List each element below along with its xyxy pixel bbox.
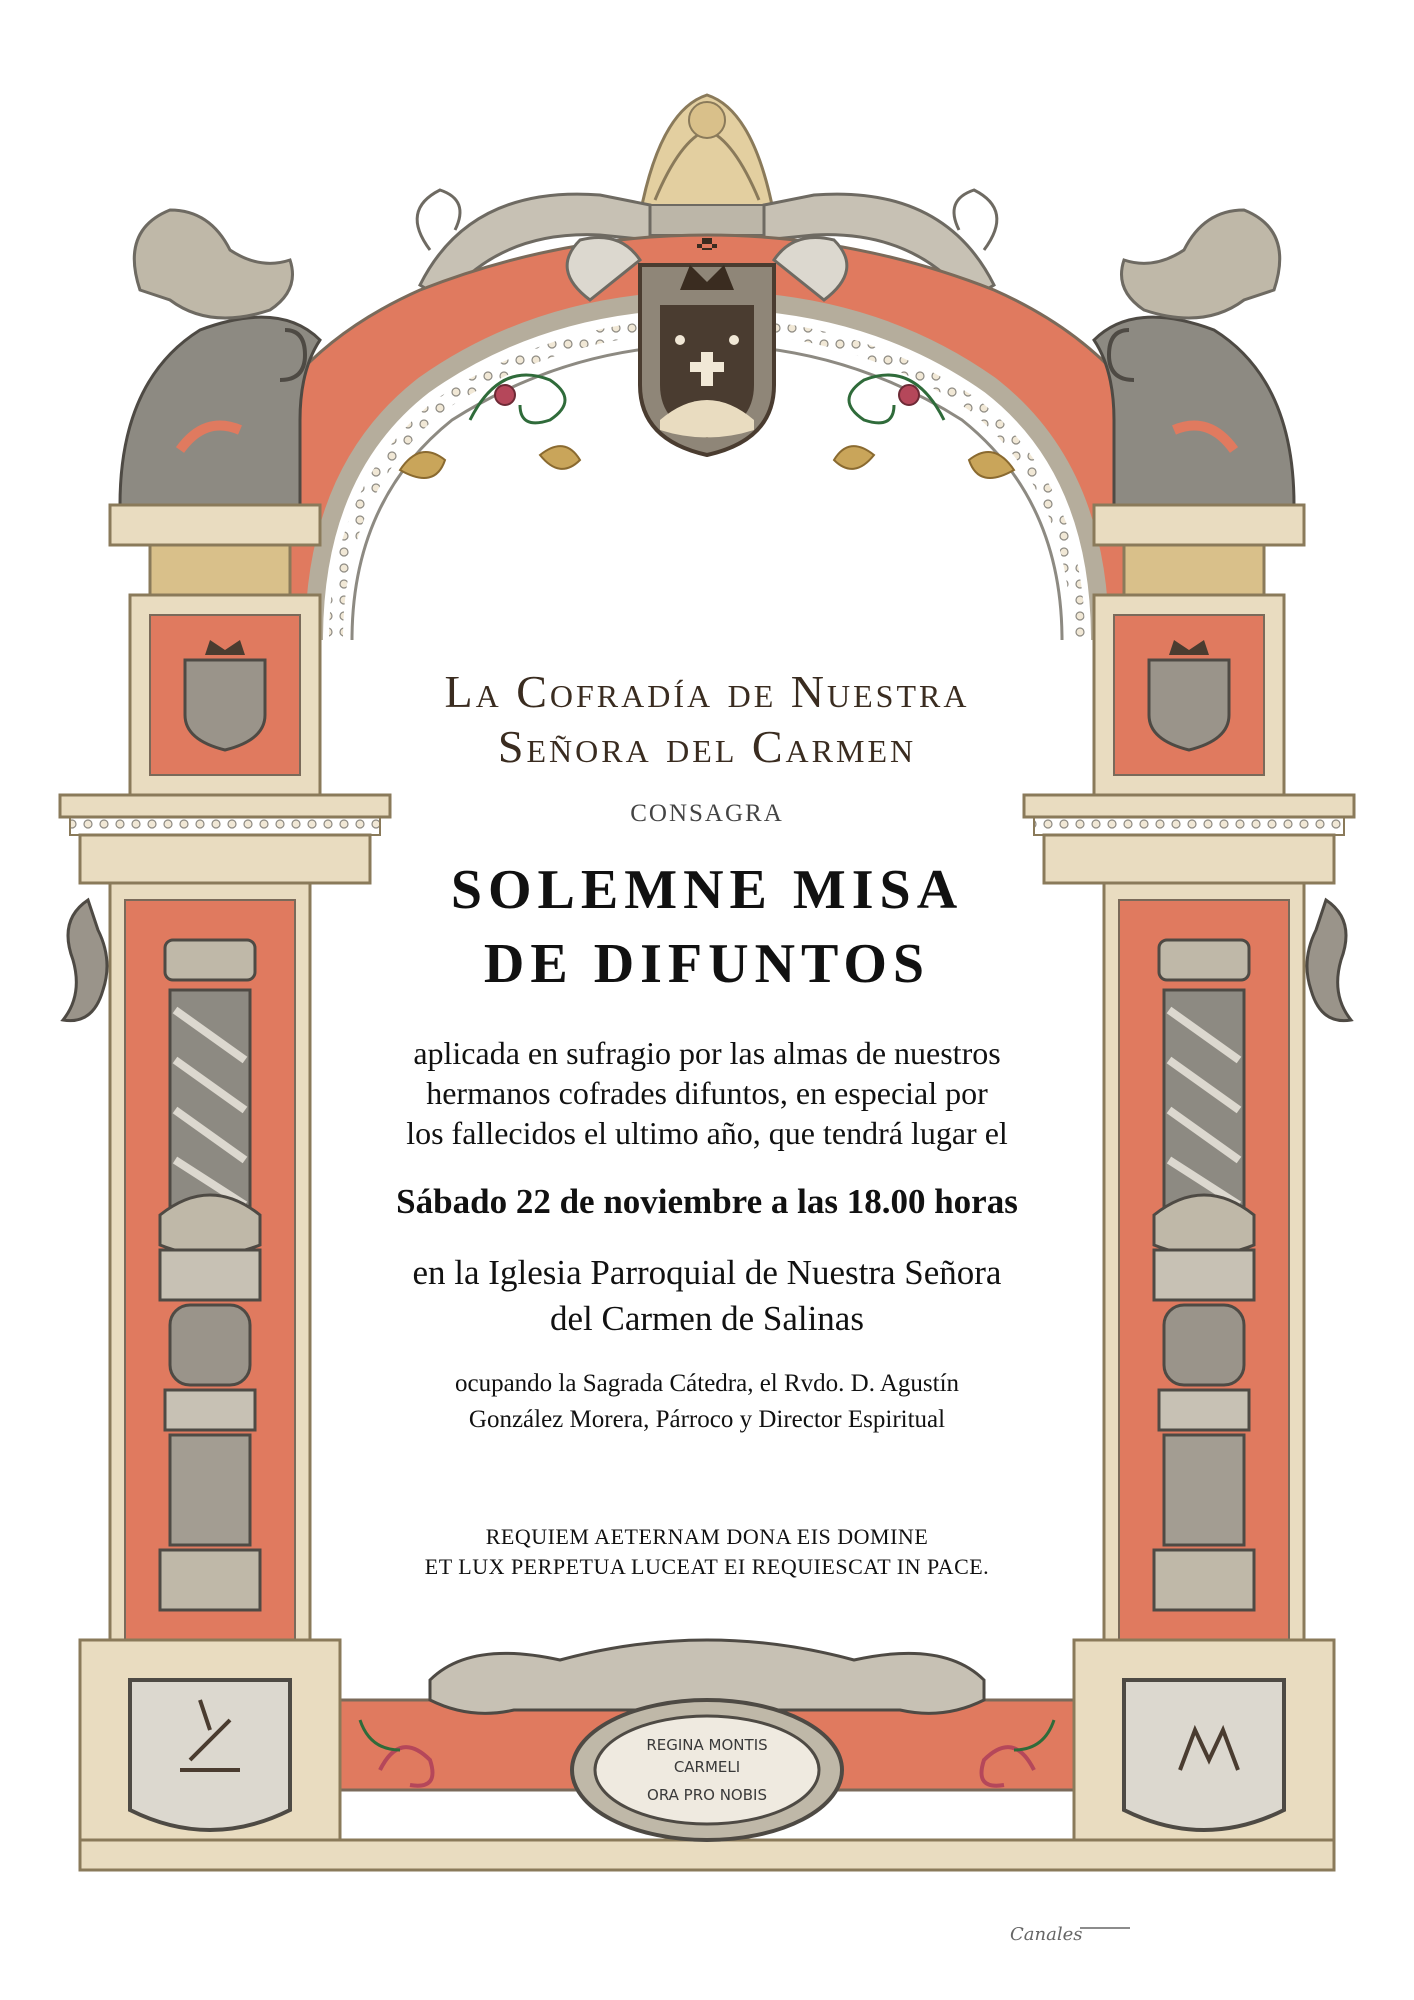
organization-name-line2: Señora del Carmen [497,721,917,772]
carmelite-shield-emblem [567,238,847,456]
event-title-line1: SOLEMNE MISA [450,859,964,921]
left-finial [120,210,320,505]
event-date: Sábado 22 de noviembre a las 18.00 horas [396,1182,1018,1221]
latin-prayer-line1: REQUIEM AETERNAM DONA EIS DOMINE [485,1524,929,1549]
description-line1: aplicada en sufragio por las almas de nuestros [413,1035,1001,1071]
cartouche-line2: CARMELI [673,1758,741,1776]
description-line3: los fallecidos el ultimo año, que tendrá lugar el [406,1115,1008,1151]
organization-name-line1: La Cofradía de Nuestra [444,666,970,717]
predella-base [80,1640,1334,1870]
cartouche-line1: REGINA MONTIS [646,1736,768,1754]
latin-prayer-line2: ET LUX PERPETUA LUCEAT EI REQUIESCAT IN PACE. [424,1554,990,1579]
cartouche-line3: ORA PRO NOBIS [647,1786,767,1804]
event-title-line2: DE DIFUNTOS [483,933,931,995]
venue-line1: en la Iglesia Parroquial de Nuestra Señora [412,1253,1002,1292]
venue-line2: del Carmen de Salinas [550,1299,864,1338]
preacher-line1: ocupando la Sagrada Cátedra, el Rvdo. D. Agustín [454,1370,960,1397]
right-finial [1094,210,1294,505]
description-line2: hermanos cofrades difuntos, en especial por [426,1075,988,1111]
artist-signature: Canales [1010,1924,1083,1945]
consagra-label: CONSAGRA [630,800,784,827]
preacher-line2: González Morera, Párroco y Director Espiritual [468,1406,946,1433]
